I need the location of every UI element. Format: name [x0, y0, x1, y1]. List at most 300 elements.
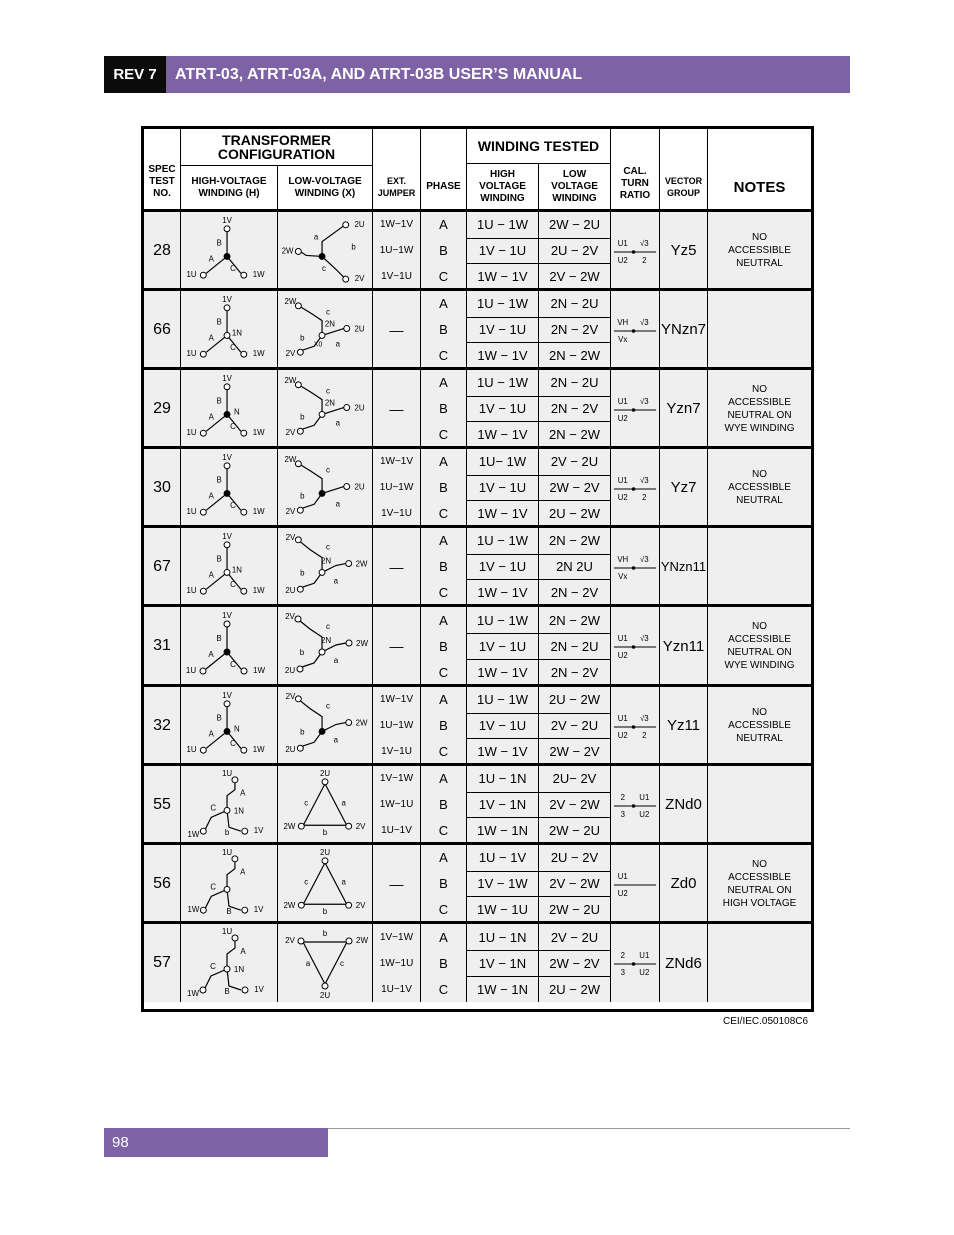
turn-ratio	[610, 924, 659, 1002]
terminal-dot	[343, 222, 349, 228]
high-voltage-diagram	[180, 845, 277, 922]
page-number: 98	[104, 1128, 328, 1157]
diagram-label: A	[208, 570, 214, 580]
diagram-label: 2U	[319, 847, 331, 857]
diagram-label: 2V	[285, 349, 296, 359]
multiply-dot	[632, 725, 636, 729]
phase-label: C	[438, 822, 449, 838]
terminal-dot	[200, 509, 206, 515]
terminal-dot	[200, 430, 206, 436]
winding-divider	[467, 792, 538, 793]
text-line: TEST	[149, 176, 175, 187]
ratio-top-1: 2	[620, 951, 625, 961]
ratio-top-1: U1	[617, 871, 628, 881]
jumper-value: 1V−1U	[381, 745, 412, 757]
diagram-label: 1U	[186, 428, 197, 438]
ratio-formula	[611, 468, 659, 508]
diagram-label: 1W	[187, 830, 200, 840]
lv-winding-value: 2U− 2V	[552, 771, 597, 787]
high-voltage-diagram	[180, 607, 277, 685]
terminal-dot	[344, 405, 350, 411]
diagram-label: C	[230, 264, 236, 274]
note-line: NEUTRAL ON	[727, 647, 792, 658]
note-line: ACCESSIBLE	[728, 634, 791, 645]
diagram-label: 1W	[252, 507, 265, 517]
ratio-bottom-1: U2	[617, 730, 628, 740]
ratio-top-1: U1	[617, 475, 628, 485]
hv-winding-value: 1W − 1V	[477, 664, 528, 680]
hv-winding-value: 1U − 1W	[477, 692, 528, 708]
jumper-value: 1V−1W	[379, 931, 414, 943]
text-line: WINDING	[480, 192, 525, 204]
neutral-node	[319, 332, 325, 338]
phase-cell	[420, 924, 466, 1002]
lv-winding-value: 2V − 2W	[549, 875, 600, 891]
neutral-node	[224, 253, 230, 259]
note-line: NEUTRAL ON	[727, 409, 792, 421]
vector-group: YNzn11	[659, 528, 707, 605]
lv-winding-svg	[278, 924, 373, 1002]
terminal-dot	[295, 696, 301, 702]
phase-label: A	[439, 533, 448, 549]
neutral-node	[319, 569, 325, 575]
winding-divider	[467, 659, 538, 660]
diagram-label: X0	[313, 341, 323, 349]
diagram-label: 1N	[231, 328, 242, 338]
diagram-label: 1V	[253, 905, 264, 915]
diagram-label: 1W	[252, 349, 265, 359]
ratio-top-1: U1	[617, 238, 628, 248]
ratio-formula	[611, 547, 659, 587]
table-row	[144, 528, 811, 605]
header-ratio	[610, 129, 659, 209]
jumper-value: 1W−1V	[379, 694, 414, 706]
winding-divider	[467, 976, 538, 977]
diagram-label: 2V	[285, 612, 295, 621]
lv-winding-value: 2W − 2U	[549, 901, 600, 917]
text-line: CONFIGURATION	[217, 146, 336, 162]
jumper-value: 1W−1V	[379, 219, 414, 231]
note-line: NO	[752, 858, 767, 870]
header-phase	[420, 129, 466, 209]
lv-winding-value: 2U − 2V	[550, 242, 599, 258]
phase-label: A	[439, 771, 448, 787]
winding-divider	[467, 500, 538, 501]
ratio-bottom-1: U2	[617, 888, 628, 898]
terminal-dot	[232, 935, 238, 941]
diagram-label: B	[216, 554, 222, 564]
phase-cell	[420, 766, 466, 843]
diagram-label: b	[351, 242, 356, 252]
terminal-dot	[224, 463, 230, 469]
terminal-dot	[200, 828, 206, 834]
delta-winding	[303, 863, 346, 904]
diagram-label: c	[326, 622, 330, 631]
diagram-label: 1U	[221, 768, 233, 778]
terminal-dot	[224, 542, 230, 548]
winding-divider	[467, 579, 538, 580]
diagram-label: C	[230, 501, 236, 511]
winding-divider	[467, 713, 538, 714]
text-line: TRANSFORMER	[222, 132, 331, 148]
terminal-dot	[297, 586, 303, 592]
hv-winding-value: 1U − 1W	[477, 375, 528, 391]
spec-test-no: 28	[153, 241, 171, 259]
winding-line	[322, 723, 346, 732]
terminal-dot	[297, 349, 303, 355]
notes-cell	[707, 449, 811, 526]
ratio-top-2: √3	[639, 713, 649, 723]
winding-divider	[539, 738, 610, 739]
diagram-label: 2W	[283, 822, 296, 832]
turn-ratio	[610, 370, 659, 447]
terminal-dot	[242, 907, 248, 913]
diagram-label: 1U	[185, 666, 197, 675]
diagram-label: A	[208, 333, 214, 343]
diagram-label: A	[208, 254, 214, 264]
diagram-label: 1V	[222, 531, 232, 541]
winding-line	[205, 969, 227, 988]
winding-divider	[467, 950, 538, 951]
neutral-node	[319, 728, 325, 734]
terminal-dot	[224, 305, 230, 311]
diagram-label: 2U	[354, 403, 365, 413]
winding-divider	[467, 342, 538, 343]
diagram-label: C	[230, 343, 236, 353]
terminal-dot	[298, 938, 304, 944]
turn-ratio	[610, 845, 659, 922]
diagram-label: 1W	[252, 745, 265, 755]
hv-winding-value: 1V − 1U	[478, 638, 527, 654]
winding-divider	[539, 500, 610, 501]
jumper-value: —	[389, 321, 404, 338]
terminal-dot	[343, 276, 349, 282]
hv-winding-value: 1U− 1W	[478, 454, 527, 470]
diagram-label: 2U	[285, 745, 296, 755]
hv-winding-value: 1U − 1N	[478, 929, 527, 945]
phase-label: B	[439, 955, 448, 971]
note-line: HIGH VOLTAGE	[722, 897, 797, 909]
diagram-label: C	[230, 660, 236, 669]
ratio-bottom-1: U2	[617, 255, 628, 265]
diagram-label: 2W	[356, 936, 368, 945]
low-voltage-diagram	[277, 449, 372, 526]
jumper-value: 1W−1U	[379, 957, 414, 969]
hv-winding-value: 1W − 1V	[477, 584, 528, 600]
diagram-label: 2W	[283, 901, 296, 911]
low-voltage-diagram	[277, 212, 372, 289]
notes-cell	[707, 528, 811, 605]
phase-cell	[420, 687, 466, 764]
lv-winding-svg	[278, 766, 373, 843]
terminal-dot	[200, 668, 206, 674]
terminal-dot	[295, 616, 301, 622]
winding-divider	[467, 633, 538, 634]
low-voltage-winding	[538, 449, 610, 526]
phase-label: A	[439, 692, 448, 708]
text-line: SPEC	[148, 164, 176, 175]
diagram-label: 1U	[186, 586, 197, 596]
lv-winding-value: 2W − 2V	[549, 955, 600, 971]
note-line: WYE WINDING	[724, 422, 795, 434]
diagram-label: c	[325, 386, 330, 396]
ratio-bottom-1: Vx	[618, 334, 628, 344]
table-row	[144, 845, 811, 922]
hv-winding-value: 1W − 1N	[477, 822, 528, 838]
spec-test-no: 32	[153, 716, 171, 734]
phase-cell	[420, 212, 466, 289]
winding-divider	[539, 396, 610, 397]
ratio-bottom-1: 3	[620, 809, 625, 819]
turn-ratio	[610, 449, 659, 526]
turn-ratio	[610, 528, 659, 605]
diagram-label: b	[299, 648, 305, 657]
note-line: WYE WINDING	[724, 660, 795, 671]
diagram-label: a	[335, 418, 341, 428]
diagram-label: 1V	[222, 215, 232, 225]
lv-winding-svg	[278, 212, 373, 289]
high-voltage-diagram	[180, 212, 277, 289]
note-line: NEUTRAL	[736, 733, 783, 744]
note-line: ACCESSIBLE	[728, 871, 791, 883]
lv-winding-svg	[278, 449, 373, 526]
jumper-value: 1U−1V	[381, 824, 412, 836]
spec-test-no: 57	[153, 954, 171, 971]
diagram-label: 2U	[354, 482, 365, 492]
hv-winding-value: 1U − 1V	[478, 850, 527, 866]
terminal-dot	[346, 902, 352, 908]
diagram-label: 1W	[187, 989, 199, 998]
ext-jumper	[372, 924, 420, 1002]
vector-group: ZNd0	[659, 766, 707, 843]
diagram-label: 2V	[285, 428, 296, 438]
text-line: LOW-VOLTAGE	[288, 175, 362, 187]
turn-ratio	[610, 607, 659, 685]
winding-divider	[539, 713, 610, 714]
phase-label: B	[439, 796, 448, 812]
ratio-top-1: U1	[617, 396, 628, 406]
phase-label: C	[438, 426, 449, 442]
hv-winding-value: 1V − 1U	[478, 321, 527, 337]
spec-test-no: 55	[153, 795, 171, 813]
winding-divider	[467, 396, 538, 397]
diagram-label: b	[322, 907, 328, 917]
diagram-label: A	[208, 491, 214, 501]
header-hv	[180, 166, 277, 209]
ratio-formula	[611, 785, 659, 825]
high-voltage-winding	[466, 370, 538, 447]
terminal-dot	[242, 987, 248, 993]
diagram-label: 1W	[252, 270, 265, 280]
phase-label: B	[439, 558, 448, 574]
ratio-formula	[611, 864, 659, 904]
diagram-label: C	[210, 882, 217, 892]
note-line: NO	[752, 232, 767, 243]
diagram-label: B	[216, 317, 222, 327]
high-voltage-winding	[466, 607, 538, 685]
ratio-top-2: √3	[639, 475, 649, 485]
text-line: VOLTAGE	[479, 180, 526, 192]
jumper-value: 1U−1W	[379, 719, 414, 731]
terminal-dot	[200, 987, 206, 993]
text-line: WINDING	[552, 192, 597, 204]
hv-winding-svg	[181, 212, 277, 289]
terminal-dot	[200, 907, 206, 913]
diagram-label: 1W	[252, 586, 265, 596]
multiply-dot	[632, 566, 636, 570]
text-line: LOW	[562, 168, 587, 180]
jumper-value: 1W−1U	[379, 798, 414, 810]
ext-jumper	[372, 291, 420, 368]
terminal-dot	[297, 745, 303, 751]
lv-winding-value: 2N − 2W	[549, 347, 600, 363]
diagram-label: 1V	[253, 826, 264, 836]
lv-winding-svg	[278, 845, 373, 922]
jumper-value: —	[389, 638, 404, 654]
note-line: NO	[752, 469, 767, 480]
diagram-label: B	[216, 713, 222, 723]
low-voltage-winding	[538, 291, 610, 368]
diagram-label: b	[300, 333, 305, 343]
text-line: NO.	[153, 188, 171, 199]
vector-group: ZNd6	[659, 924, 707, 1002]
phase-label: B	[439, 321, 448, 337]
footer-rule	[328, 1128, 850, 1129]
header-low	[538, 164, 610, 209]
high-voltage-diagram	[180, 291, 277, 368]
ratio-bottom-1: U2	[617, 413, 628, 423]
hv-winding-value: 1W − 1V	[477, 505, 528, 521]
winding-line	[322, 226, 344, 257]
diagram-label: 1U	[221, 847, 233, 857]
note-line: NO	[752, 621, 767, 632]
winding-divider	[467, 896, 538, 897]
table-row	[144, 370, 811, 447]
lv-winding-value: 2W − 2U	[549, 217, 600, 233]
terminal-dot	[322, 858, 328, 864]
diagram-label: 2V	[285, 532, 296, 542]
neutral-node	[224, 807, 230, 813]
terminal-dot	[346, 561, 352, 567]
phase-label: B	[439, 875, 448, 891]
diagram-label: A	[208, 650, 214, 659]
ratio-top-2: √3	[639, 554, 649, 564]
lv-winding-svg	[278, 528, 373, 605]
terminal-dot	[346, 938, 352, 944]
neutral-node	[319, 649, 325, 655]
diagram-label: B	[216, 396, 222, 406]
diagram-label: 1U	[186, 507, 197, 517]
diagram-label: C	[210, 962, 216, 971]
spec-test-no: 67	[153, 557, 171, 575]
terminal-dot	[200, 272, 206, 278]
diagram-label: 1N	[231, 565, 242, 575]
high-voltage-winding	[466, 924, 538, 1002]
text-line: TURN	[621, 178, 649, 189]
vector-group: Yz11	[659, 687, 707, 764]
hv-winding-value: 1W − 1V	[477, 743, 528, 759]
lv-winding-value: 2N − 2U	[550, 375, 599, 391]
diagram-label: 2V	[355, 822, 366, 832]
text-line: HIGH	[490, 168, 515, 180]
terminal-dot	[344, 484, 350, 490]
diagram-label: b	[224, 828, 230, 838]
turn-ratio	[610, 212, 659, 289]
ext-jumper	[372, 212, 420, 289]
header-vector	[659, 129, 707, 209]
diagram-label: c	[325, 465, 330, 475]
diagram-label: c	[304, 798, 309, 808]
diagram-label: 1V	[222, 611, 232, 620]
diagram-label: 1V	[222, 294, 232, 304]
lv-winding-value: 2W − 2U	[549, 822, 600, 838]
phase-label: A	[439, 612, 448, 628]
neutral-node	[224, 886, 230, 892]
winding-divider	[539, 475, 610, 476]
ratio-bottom-1: 3	[620, 967, 625, 977]
diagram-label: 2U	[285, 586, 296, 596]
lv-winding-value: 2U − 2W	[549, 505, 600, 521]
turn-ratio	[610, 291, 659, 368]
lv-winding-value: 2N 2U	[556, 558, 593, 574]
diagram-label: C	[230, 580, 236, 590]
high-voltage-winding	[466, 212, 538, 289]
lv-winding-value: 2V − 2W	[549, 796, 600, 812]
phase-cell	[420, 528, 466, 605]
lv-winding-value: 2V − 2W	[549, 268, 600, 284]
turn-ratio	[610, 766, 659, 843]
spec-test-no: 30	[153, 478, 171, 496]
diagram-label: 2W	[284, 375, 297, 385]
diagram-label: c	[340, 959, 344, 968]
winding-line	[302, 572, 322, 587]
phase-label: C	[438, 347, 449, 363]
hv-winding-svg	[181, 607, 277, 685]
diagram-label: b	[300, 412, 305, 422]
winding-line	[302, 493, 322, 508]
winding-divider	[539, 342, 610, 343]
hv-winding-value: 1U − 1W	[477, 533, 528, 549]
terminal-dot	[242, 828, 248, 834]
vector-group: Yz5	[659, 212, 707, 289]
diagram-label: 1U	[221, 927, 233, 936]
terminal-dot	[241, 430, 247, 436]
table-header	[144, 129, 811, 209]
header-config	[180, 129, 372, 165]
neutral-node	[319, 411, 325, 417]
diagram-label: b	[322, 828, 328, 838]
hv-winding-value: 1W − 1V	[477, 268, 528, 284]
diagram-label: 2U	[284, 666, 296, 675]
multiply-dot	[632, 408, 636, 412]
spec-test-no: 29	[153, 399, 171, 417]
ext-jumper	[372, 528, 420, 605]
phase-label: C	[438, 981, 449, 997]
notes-cell	[707, 924, 811, 1002]
text-line: WINDING (X)	[294, 187, 356, 199]
diagram-label: A	[240, 947, 246, 956]
text-line: GROUP	[666, 188, 700, 198]
diagram-label: a	[333, 576, 339, 586]
hv-winding-svg	[181, 845, 277, 922]
diagram-label: a	[313, 232, 319, 242]
ratio-top-2: √3	[639, 396, 649, 406]
lv-winding-svg	[278, 687, 373, 764]
lv-winding-value: 2U − 2W	[549, 981, 600, 997]
winding-divider	[539, 659, 610, 660]
lv-winding-svg	[278, 291, 373, 368]
low-voltage-winding	[538, 528, 610, 605]
